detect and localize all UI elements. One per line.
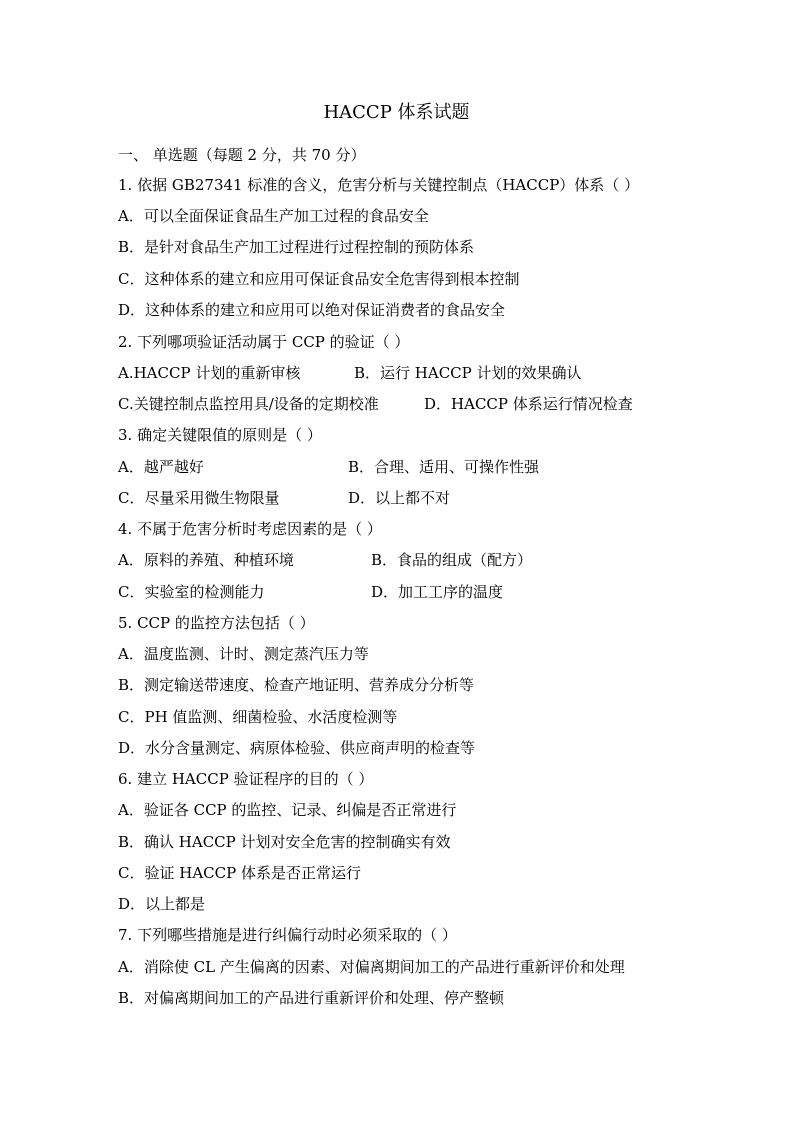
question-4-option-a: A．原料的养殖、种植环境 <box>118 551 294 569</box>
question-2-option-a: A.HACCP 计划的重新审核 <box>118 364 301 382</box>
question-3-options-row-1 <box>118 457 540 477</box>
question-4-stem: 4. 不属于危害分析时考虑因素的是（ ） <box>118 520 382 538</box>
question-5-option-a: A．温度监测、计时、测定蒸汽压力等 <box>118 645 369 663</box>
question-1-stem: 1. 依据 GB27341 标准的含义，危害分析与关键控制点（HACCP）体系（ ） <box>118 176 640 194</box>
question-3-options-row-2 <box>118 488 451 508</box>
question-3-option-c: C．尽量采用微生物限量 <box>118 489 280 507</box>
question-3-option-b: B．合理、适用、可操作性强 <box>348 458 540 476</box>
question-1-option-a: A．可以全面保证食品生产加工过程的食品安全 <box>118 207 429 225</box>
question-3-stem: 3. 确定关键限值的原则是（ ） <box>118 426 322 444</box>
question-1-option-c: C．这种体系的建立和应用可保证食品安全危害得到根本控制 <box>118 270 520 288</box>
question-4-options-row-2 <box>118 582 504 602</box>
question-7-option-b: B．对偏离期间加工的产品进行重新评价和处理、停产整顿 <box>118 989 505 1007</box>
document-title: HACCP 体系试题 <box>323 102 470 123</box>
question-5-stem: 5. CCP 的监控方法包括（ ） <box>118 614 315 632</box>
question-4-options-row-1 <box>118 550 533 570</box>
question-4-option-b: B．食品的组成（配方） <box>371 551 533 569</box>
question-7-option-a: A．消除使 CL 产生偏离的因素、对偏离期间加工的产品进行重新评价和处理 <box>118 958 625 976</box>
question-3-option-a: A．越严越好 <box>118 458 204 476</box>
question-6-option-d: D．以上都是 <box>118 895 206 913</box>
question-5-option-c: C．PH 值监测、细菌检验、水活度检测等 <box>118 708 398 726</box>
question-2-option-c: C.关键控制点监控用具/设备的定期校准 <box>118 395 379 413</box>
question-2-option-d: D．HACCP 体系运行情况检查 <box>424 395 633 413</box>
question-7-stem: 7. 下列哪些措施是进行纠偏行动时必须采取的（ ） <box>118 926 457 944</box>
question-5-option-b: B．测定输送带速度、检查产地证明、营养成分分析等 <box>118 676 475 694</box>
question-6-option-b: B．确认 HACCP 计划对安全危害的控制确实有效 <box>118 833 451 851</box>
question-2-options-row-1 <box>118 363 582 383</box>
question-6-stem: 6. 建立 HACCP 验证程序的目的（ ） <box>118 770 374 788</box>
question-5-option-d: D．水分含量测定、病原体检验、供应商声明的检查等 <box>118 739 476 757</box>
section-heading: 一、 单选题（每题 2 分，共 70 分） <box>118 146 366 164</box>
question-2-option-b: B．运行 HACCP 计划的效果确认 <box>354 364 582 382</box>
question-2-options-row-2 <box>118 394 633 414</box>
question-1-option-d: D．这种体系的建立和应用可以绝对保证消费者的食品安全 <box>118 301 506 319</box>
question-6-option-a: A．验证各 CCP 的监控、记录、纠偏是否正常进行 <box>118 801 457 819</box>
question-6-option-c: C．验证 HACCP 体系是否正常运行 <box>118 864 361 882</box>
question-1-option-b: B．是针对食品生产加工过程进行过程控制的预防体系 <box>118 238 475 256</box>
question-4-option-c: C．实验室的检测能力 <box>118 583 265 601</box>
question-3-option-d: D．以上都不对 <box>348 489 451 507</box>
question-2-stem: 2. 下列哪项验证活动属于 CCP 的验证（ ） <box>118 333 410 351</box>
question-4-option-d: D．加工工序的温度 <box>371 583 504 601</box>
